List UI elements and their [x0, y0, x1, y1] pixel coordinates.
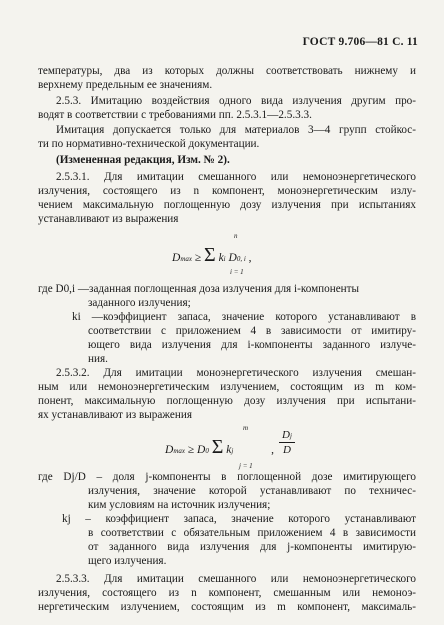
text-line: чением максимальную поглощенную дозу излучения при испытаниях: [38, 199, 416, 211]
formula-1: Dmax ≥ Σ ki D0, i , n i = 1: [172, 232, 252, 276]
text-line: ki —коэффициент запаса, значение которого устанавливают в: [72, 311, 416, 323]
text-line: Имитация допускается только для материалов 3—4 групп стойкос-: [56, 124, 416, 136]
text-line: от заданного вида излучения для j-компоненты имитирую-: [88, 541, 416, 553]
sum-symbol: Σ: [211, 436, 224, 458]
page-header: ГОСТ 9.706—81 С. 11: [302, 36, 418, 48]
text-line: заданного излучения;: [88, 297, 191, 309]
text-line: излучения, состоящего из n компонент, моноэнергетическим излу-: [38, 185, 416, 197]
amendment-note: (Измененная редакция, Изм. № 2).: [56, 154, 230, 166]
text-line: где Dj/D – доля j-компоненты в поглощенной дозе имитирующего: [38, 471, 416, 483]
text-line: 2.5.3.3. Для имитации смешанного или немоноэнергетического: [56, 573, 416, 585]
text-line: ким условиям на источник излучения;: [88, 499, 271, 511]
text-line: 2.5.3.1. Для имитации смешанного или немоноэнергетического: [56, 171, 416, 183]
text-line: ным или немоноэнергетическим излучением, состоящим из m ком-: [38, 381, 416, 393]
text-line: температуры, два из которых должны соответствовать нижнему и: [38, 65, 416, 77]
text-line: в соответствии с обязательным приложением 4 в зависимости: [88, 527, 416, 539]
text-line: 2.5.3. Имитацию воздействия одного вида излучения другим про-: [56, 95, 416, 107]
text-line: излучения, состоящего из n компонент, смешанным или немоноэ-: [38, 587, 416, 599]
text-line: излучения, значение которой устанавливают по техничес-: [88, 485, 416, 497]
text-line: щего излучения.: [88, 555, 167, 567]
text-line: ти по нормативно-технической документации.: [38, 138, 260, 150]
text-line: водят в соответствии с требованиями пп. 2.5.3.1—2.5.3.3.: [38, 109, 312, 121]
text-line: kj – коэффициент запаса, значение которого устанавливают: [62, 513, 416, 525]
text-line: устанавливают из выражения: [38, 213, 179, 225]
text-line: ях устанавливают из выражения: [38, 409, 192, 421]
text-line: ющего вида излучения для i-компоненты заданного излуче-: [88, 339, 416, 351]
sum-symbol: Σ: [204, 244, 216, 266]
text-line: нергетическим излучением, состоящим из m компонент, максималь-: [38, 601, 416, 613]
text-line: где D0,i —заданная поглощенная доза излучения для i-компоненты: [38, 283, 360, 295]
text-line: соответствии с приложением 4 в зависимости от имитиру-: [88, 325, 416, 337]
formula-2: Dmax ≥ D0 Σ kj , m j = 1 Dj D: [165, 436, 274, 459]
text-line: понент, максимальную поглощенную дозу излучения при испытани-: [38, 395, 416, 407]
text-line: 2.5.3.2. Для имитации моноэнергетического излучения смешан-: [56, 367, 416, 379]
text-line: верхнему предельным ее значениям.: [38, 79, 213, 91]
text-line: ния.: [88, 353, 108, 365]
